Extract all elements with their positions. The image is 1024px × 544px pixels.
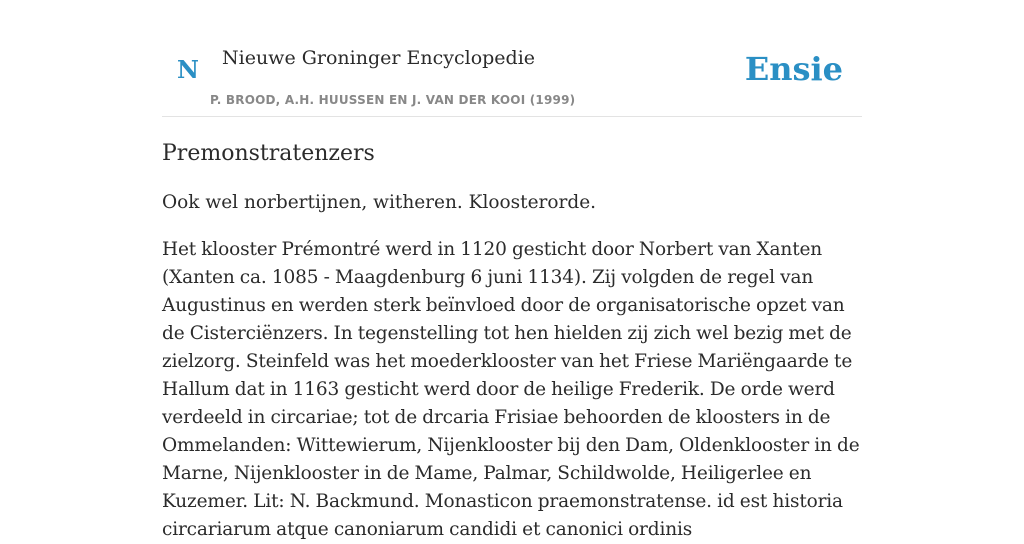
entry-lead-paragraph: Ook wel norbertijnen, witheren. Kloosterorde. — [162, 192, 597, 213]
book-logo-icon[interactable]: N — [177, 55, 199, 84]
entry-body-paragraph: Het klooster Prémontré werd in 1120 gesticht door Norbert van Xanten (Xanten ca. 1085 - Maagdenburg 6 juni 1134). Zij volgden de regel van Augustinus en werden sterk beïnvloed door de organisatorische opzet van de Cisterciënzers. In tegenstelling tot hen hielden zij zich wel bezig met de zielzorg. Steinfeld was het moederklooster van het Friese Mariëngaarde te Hallum dat in 1163 gesticht werd door de heilige Frederik. De orde werd verdeeld in circariae; tot de drcaria Frisiae behoorden de kloosters in de Ommelanden: Wittewierum, Nijenklooster bij den Dam, Oldenklooster in de Marne, Nijenklooster in de Mame, Palmar, Schildwolde, Heiligerlee en Kuzemer. Lit: N. Backmund. Monasticon praemonstratense. id est historia circariarum atque canoniarum candidi et canonici ordinis — [162, 239, 860, 540]
ensie-logo[interactable]: Ensie — [744, 50, 843, 88]
book-authors: P. BROOD, A.H. HUUSSEN EN J. VAN DER KOOI (1999) — [210, 93, 576, 107]
book-title-link[interactable]: Nieuwe Groninger Encyclopedie — [222, 47, 536, 69]
entry-title: Premonstratenzers — [162, 141, 375, 166]
site-header — [162, 0, 862, 117]
encyclopedia-entry — [162, 138, 862, 544]
